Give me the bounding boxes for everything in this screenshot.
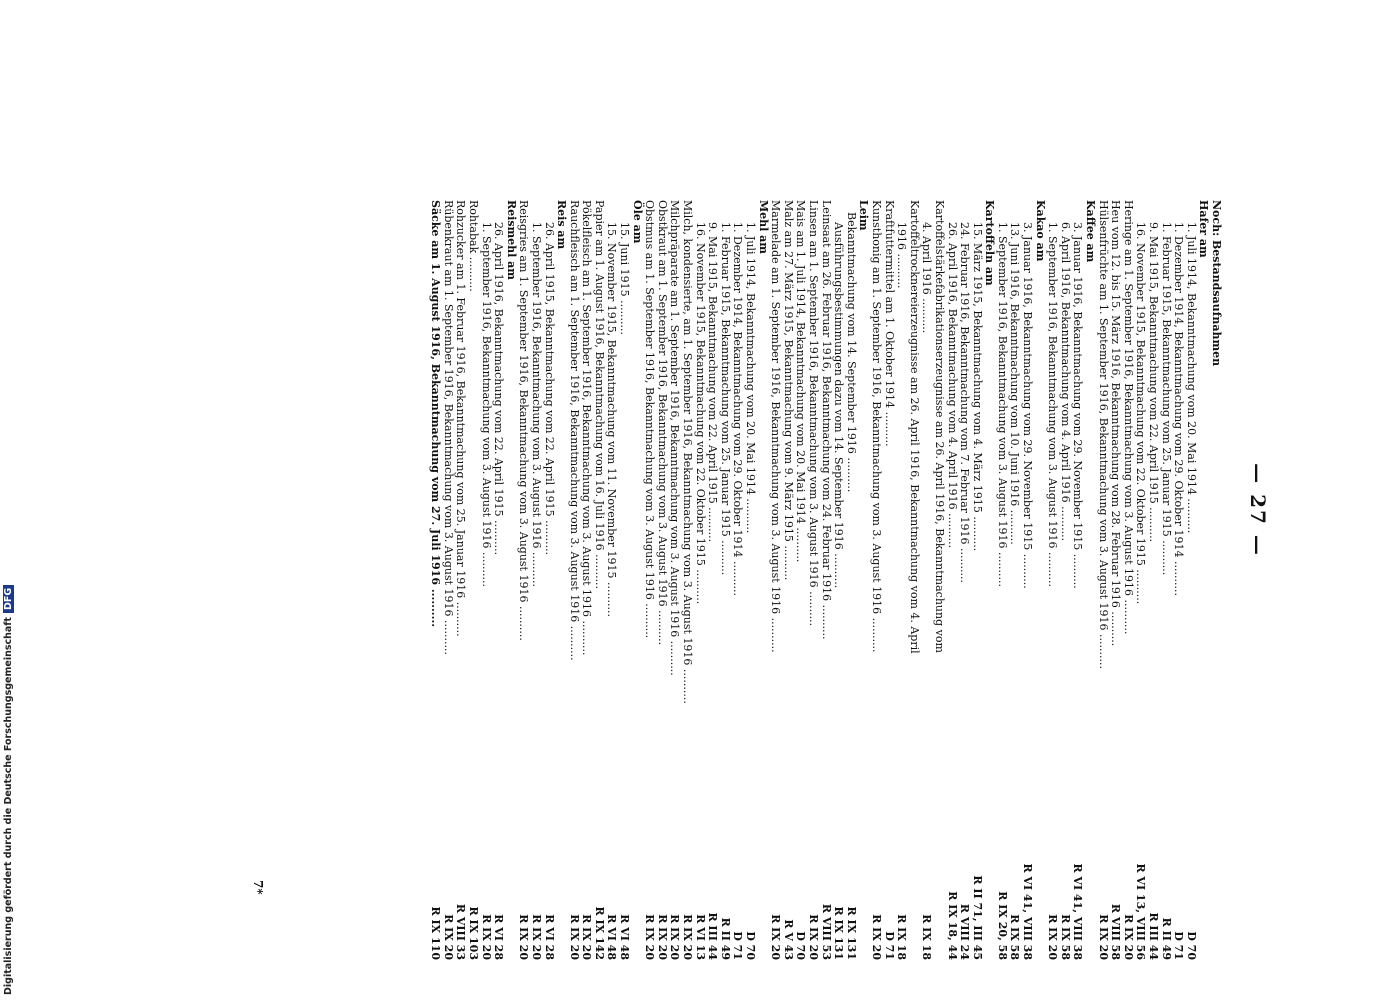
entry-row [983, 200, 996, 960]
entry-row [857, 200, 870, 960]
entry-reference: R VI 28 [542, 914, 556, 960]
side-note [3, 585, 14, 995]
entry-label: 26. April 1916, Bekanntmachung vom 4. April 1916 .......... [945, 222, 959, 549]
entry-label: 1916 .......... [895, 222, 909, 289]
entry-label: Mehl am [756, 200, 770, 254]
entry-reference: R III 44 [706, 912, 720, 960]
entry-row [555, 200, 568, 960]
entry-row [1146, 200, 1159, 960]
signature-mark: 7* [251, 880, 265, 895]
entry-label: Hafer am [1197, 200, 1211, 258]
entry-reference: R VI 28 [492, 914, 506, 960]
entry-label: 1. Februar 1915, Bekanntmachung vom 25. Januar 1915 .......... [718, 222, 732, 576]
entry-reference: R VI 13, VIII 56 [1134, 863, 1148, 960]
entry-reference: R IX 103 [466, 906, 480, 960]
entry-reference: R IX 20 [1046, 914, 1060, 960]
entry-row [958, 200, 971, 960]
entry-reference: R IX 20 [580, 914, 594, 960]
entry-row [920, 200, 933, 960]
entry-label: Reisgries am 1. September 1916, Bekanntmachung vom 3. August 1916 .......... [517, 200, 531, 641]
entry-row [844, 200, 857, 960]
entry-reference: R VIII 33 [454, 903, 468, 960]
entry-row [718, 200, 731, 960]
entry-label: Mais am 1. Juli 1914, Bekanntmachung vom 20. Mai 1914 .......... [794, 200, 808, 563]
entry-reference: R IX 110 [429, 906, 443, 960]
entry-row [454, 200, 467, 960]
entry-reference: R VI 48 [618, 914, 632, 960]
entry-reference: R IX 20 [643, 914, 657, 960]
entry-row [618, 200, 631, 960]
entry-label: 3. Januar 1916, Bekanntmachung vom 29. November 1915 .......... [1071, 222, 1085, 589]
entry-row [819, 200, 832, 960]
entry-reference: R IX 58 [1058, 914, 1072, 960]
entry-row [869, 200, 882, 960]
entry-label: Kartoffeltrocknereierzeugnisse am 26. April 1916, Bekanntmachung vom 4. April [907, 200, 921, 654]
entry-reference: D 70 [744, 931, 758, 960]
entry-label: 1. Dezember 1914, Bekanntmachung vom 29. Oktober 1914 .......... [1172, 222, 1186, 596]
entry-label: Kartoffeln am [983, 200, 997, 286]
entry-row [769, 200, 782, 960]
entry-row [529, 200, 542, 960]
entry-label: 9. Mai 1915, Bekanntmachung vom 22. April 1915 .......... [706, 222, 720, 543]
dfg-logo: DFG [3, 585, 14, 613]
entry-label: Reismehl am [504, 200, 518, 280]
entry-reference: R VIII 58 [1109, 903, 1123, 960]
entry-reference: R IX 20 [681, 914, 695, 960]
entry-label: 13. Juni 1916, Bekanntmachung vom 10. Juni 1916 .......... [1008, 222, 1022, 545]
entry-reference: R V 43 [781, 919, 795, 960]
entry-label: Kunsthonig am 1. September 1916, Bekanntmachung vom 3. August 1916 .......... [869, 200, 883, 653]
entry-row [693, 200, 706, 960]
entry-list [429, 200, 1222, 960]
entry-label: Heringe am 1. September 1916, Bekanntmachung vom 3. August 1916 .......... [1121, 200, 1135, 635]
entry-reference: R VI 41, VIII 38 [1071, 863, 1085, 960]
entry-row [592, 200, 605, 960]
entry-row [1071, 200, 1084, 960]
entry-reference: D 71 [731, 931, 745, 960]
entry-reference: R IX 20 [668, 914, 682, 960]
entry-row [1096, 200, 1109, 960]
entry-label: Öle am [630, 200, 644, 244]
entry-row [995, 200, 1008, 960]
entry-row [441, 200, 454, 960]
entry-label: 1. September 1916, Bekanntmachung vom 3. August 1916 .......... [995, 222, 1009, 588]
entry-label: 15. November 1915, Bekanntmachung vom 11. November 1915 .......... [605, 222, 619, 617]
entry-row [907, 200, 920, 960]
entry-label: 4. April 1916 .......... [920, 222, 934, 334]
entry-reference: R IX 20 [441, 914, 455, 960]
entry-row [1046, 200, 1059, 960]
entry-reference: R IX 20 [567, 914, 581, 960]
entry-label: 3. Januar 1916, Bekanntmachung vom 29. November 1915 .......... [1021, 222, 1035, 589]
entry-row [479, 200, 492, 960]
entry-label: Rübenkraut am 1. September 1916, Bekanntmachung vom 3. August 1916 .......... [441, 200, 455, 655]
entry-row [542, 200, 555, 960]
entry-row [1109, 200, 1122, 960]
entry-reference: R IX 58 [1008, 914, 1022, 960]
entry-row [1197, 200, 1210, 960]
entry-label: Säcke am 1. August 1916, Bekanntmachung vom 27. Juli 1916 .......... [429, 200, 443, 628]
entry-reference: R VIII 24 [958, 903, 972, 960]
entry-label: 1. Juli 1914, Bekanntmachung vom 20. Mai 1914 .......... [744, 222, 758, 534]
entry-row [731, 200, 744, 960]
entry-row [668, 200, 681, 960]
entry-reference: R IX 20 [869, 914, 883, 960]
entry-reference: R IX 18 [920, 914, 934, 960]
entry-label: 26. April 1915, Bekanntmachung vom 22. April 1915 .......... [542, 222, 556, 556]
entry-reference: R IX 20 [517, 914, 531, 960]
entry-reference: R II 49 [1159, 917, 1173, 960]
entry-row [1058, 200, 1071, 960]
entry-label: Heu vom 12. bis 15. März 1916, Bekanntmachung vom 28. Februar 1916 .......... [1109, 200, 1123, 647]
entry-reference: D 70 [1184, 931, 1198, 960]
entry-label: 1. Juli 1914, Bekanntmachung vom 20. Mai 1914 .......... [1184, 222, 1198, 534]
entry-label: Kaffee am [1084, 200, 1098, 263]
entry-reference: R IX 20 [807, 914, 820, 960]
page-number: — 27 — [1246, 463, 1270, 557]
entry-reference: R VI 13 [693, 914, 707, 960]
entry-row [1083, 200, 1096, 960]
entry-reference: R IX 20 [655, 914, 669, 960]
entry-label: Reis am [555, 200, 569, 250]
entry-row [806, 200, 819, 960]
entry-label: Marmelade am 1. September 1916, Bekanntmachung vom 3. August 1916 .......... [769, 200, 783, 653]
entry-label: 26. April 1916, Bekanntmachung vom 22. April 1915 .......... [492, 222, 506, 556]
entry-label: Rauchfleisch am 1. September 1916, Bekanntmachung vom 3. August 1916 .......... [567, 200, 581, 661]
entry-reference: R IX 20 [1121, 914, 1135, 960]
entry-row [756, 200, 769, 960]
entry-row [882, 200, 895, 960]
entry-row [1021, 200, 1034, 960]
entry-row [1134, 200, 1147, 960]
entry-label: 15. März 1915, Bekanntmachung vom 4. März 1915 .......... [970, 222, 984, 552]
entry-row [781, 200, 794, 960]
entry-row [1172, 200, 1185, 960]
entry-reference: R III 44 [1147, 912, 1161, 960]
entry-row [1209, 200, 1222, 960]
entry-row [492, 200, 505, 960]
entry-label: 1. September 1916, Bekanntmachung vom 3. August 1916 .......... [1046, 222, 1060, 588]
entry-reference: R IX 18 [895, 914, 909, 960]
entry-label: 1. Februar 1915, Bekanntmachung vom 25. Januar 1915 .......... [1159, 222, 1173, 576]
entry-label: 6. April 1916, Bekanntmachung vom 4. April 1916 .......... [1058, 222, 1072, 542]
entry-label: Leim [857, 200, 871, 231]
entry-label: Hülsenfrüchte am 1. September 1916, Bekanntmachung vom 3. August 1916 .......... [1096, 200, 1110, 670]
entry-label: Rohzucker am 1. Februar 1916, Bekanntmachung vom 25. Januar 1916 .......... [454, 200, 468, 637]
entry-row [605, 200, 618, 960]
entry-row [706, 200, 719, 960]
entry-label: Noch: Bestandsaufnahmen [1210, 200, 1223, 367]
entry-label: Malz am 27. März 1915, Bekanntmachung vom 9. März 1915 .......... [781, 200, 795, 581]
entry-reference: R VI 48 [605, 914, 619, 960]
entry-label: 15. Juni 1915 .......... [618, 222, 632, 336]
entry-reference: R IX 20 [769, 914, 783, 960]
entry-reference: R II 49 [718, 917, 732, 960]
entry-reference: R IX 131 [832, 906, 846, 960]
entry-row [630, 200, 643, 960]
entry-reference: D 71 [1172, 931, 1186, 960]
rotated-content [150, 200, 1270, 960]
entry-label: 1. September 1916, Bekanntmachung vom 3. August 1916 .......... [479, 222, 493, 588]
entry-row [466, 200, 479, 960]
entry-reference: D 71 [882, 931, 896, 960]
entry-row [945, 200, 958, 960]
entry-row [580, 200, 593, 960]
entry-label: 1. September 1916, Bekanntmachung vom 3. August 1916 .......... [529, 222, 543, 588]
entry-reference: R VI 41, VIII 38 [1021, 863, 1035, 960]
entry-row [517, 200, 530, 960]
entry-row [504, 200, 517, 960]
entry-reference: R VIII 53 [819, 903, 833, 960]
entry-row [655, 200, 668, 960]
entry-label: Kraftfuttermittel am 1. Oktober 1914 .......... [882, 200, 896, 447]
entry-row [1184, 200, 1197, 960]
entry-label: Ausführungsbestimmungen dazu vom 14. September 1916 .......... [832, 222, 846, 589]
entry-row [567, 200, 580, 960]
side-note-text: Digitalisierung gefördert durch die Deutsche Forschungsgemeinschaft [3, 617, 14, 995]
entry-reference: R IX 20 [529, 914, 543, 960]
entry-label: 24. Februar 1916, Bekanntmachung vom 7. Februar 1916 .......... [958, 222, 972, 584]
entry-reference: R IX 131 [844, 906, 858, 960]
entry-row [1008, 200, 1021, 960]
entry-label: Milchpräparate am 1. September 1916, Bekanntmachung vom 3. August 1916 .......... [668, 200, 682, 676]
entry-label: Leinsaat am 26. Februar 1916, Bekanntmachung vom 24. Februar 1916 .......... [819, 200, 833, 640]
entry-label: Papier am 1. August 1916, Bekanntmachung vom 16. Juli 1916 .......... [592, 200, 606, 590]
entry-label: Bekanntmachung vom 14. September 1916 .......... [844, 212, 858, 493]
entry-reference: R IX 18, 44 [945, 891, 959, 960]
entry-row [1121, 200, 1134, 960]
entry-row [1159, 200, 1172, 960]
entry-row [643, 200, 656, 960]
entry-row [832, 200, 845, 960]
entry-label: Milch, kondensierte, am 1. September 1916, Bekanntmachung vom 3. August 1916 .......... [681, 200, 695, 704]
entry-label: 16. November 1915, Bekanntmachung vom 22. Oktober 1915 .......... [1134, 222, 1148, 605]
entry-row [680, 200, 693, 960]
entry-label: 16. November 1915, Bekanntmachung vom 22. Oktober 1915 .......... [693, 222, 707, 605]
entry-label: Kartoffelstärkefabrikationserzeugnisse am 26. April 1916, Bekanntmachung vom [932, 200, 946, 653]
entry-row [1033, 200, 1046, 960]
entry-reference: R IX 20 [479, 914, 493, 960]
entry-reference: R II 71, III 45 [970, 875, 984, 960]
entry-row [932, 200, 945, 960]
entry-label: Pökelfleisch am 1. September 1916, Bekanntmachung vom 3. August 1916 .......... [580, 200, 594, 656]
entry-label: Obstmus am 1. September 1916, Bekanntmachung vom 3. August 1916 .......... [643, 200, 657, 639]
entry-label: Obstkraut am 1. September 1916, Bekanntmachung vom 3. August 1916 .......... [655, 200, 669, 646]
entry-row [970, 200, 983, 960]
entry-label: 1. Dezember 1914, Bekanntmachung vom 29. Oktober 1914 .......... [731, 222, 745, 596]
entry-reference: R IX 20 [1096, 914, 1110, 960]
page-header [1230, 200, 1270, 960]
entry-row [794, 200, 807, 960]
entry-label: Rohtabak .......... [466, 200, 480, 292]
entry-reference: R IX 20, 58 [995, 891, 1009, 960]
entry-reference: D 70 [794, 931, 808, 960]
entry-label: Linsen am 1. September 1916, Bekanntmachung vom 3. August 1916 .......... [807, 200, 820, 627]
entry-label: Kakao am [1033, 200, 1047, 262]
entry-row [895, 200, 908, 960]
entry-row [429, 200, 442, 960]
entry-label: 9. Mai 1915, Bekanntmachung vom 22. April 1915 .......... [1147, 222, 1161, 543]
entry-reference: R IX 142 [592, 906, 606, 960]
entry-row [743, 200, 756, 960]
